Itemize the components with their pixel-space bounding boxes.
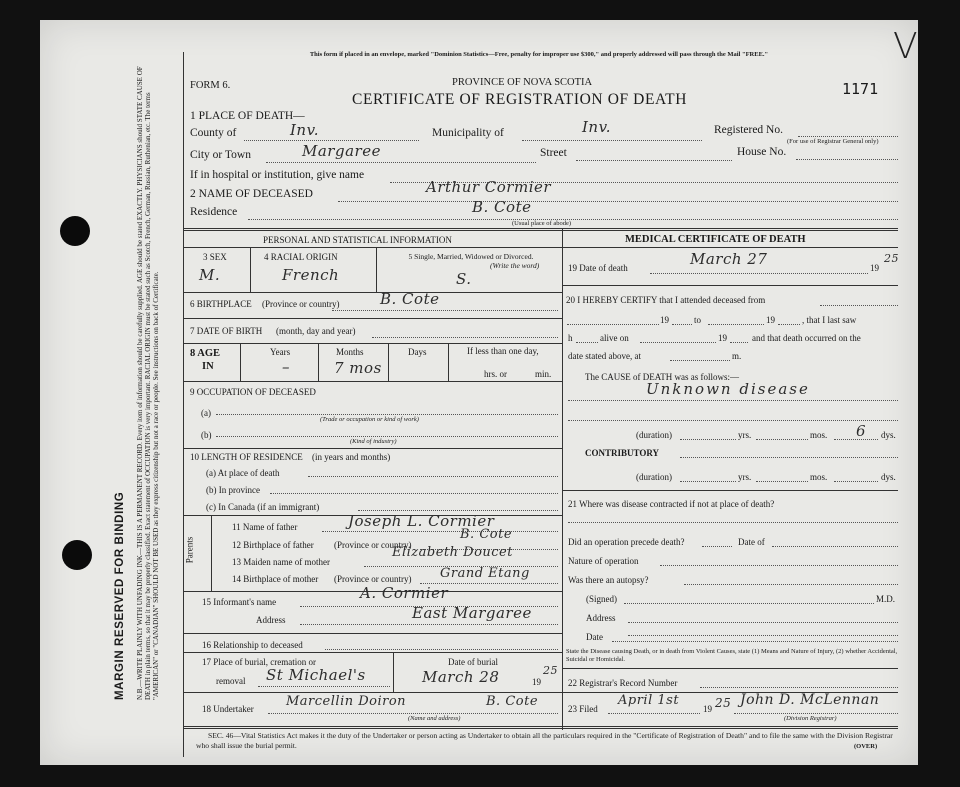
certify-19b: 19 <box>766 315 775 325</box>
date-label: Date <box>586 632 603 642</box>
residence-value: B. Cote <box>472 198 532 216</box>
informant-address-label: Address <box>256 615 286 625</box>
column-divider <box>562 228 563 730</box>
removal-label: removal <box>216 676 246 686</box>
residence-note: (Usual place of abode) <box>512 220 572 227</box>
occupation-a-line <box>216 414 558 415</box>
certify-line-2d-blank <box>778 324 800 325</box>
date-of-death-value: March 27 <box>690 250 768 268</box>
section-divider-bottom <box>184 726 898 729</box>
document-number: 1171 <box>842 80 879 98</box>
street-line <box>576 160 732 161</box>
certify-alive: alive on <box>600 333 629 343</box>
dob-note: (month, day and year) <box>276 326 356 336</box>
house-no-line <box>796 159 898 160</box>
residence-c-line <box>358 510 558 511</box>
cause-value: Unknown disease <box>646 380 810 398</box>
birthplace-label: 6 BIRTHPLACE <box>190 299 252 309</box>
father-label: 11 Name of father <box>232 522 298 532</box>
sex-divider <box>250 247 251 292</box>
registrar-line <box>734 713 898 714</box>
duration-2-dys: dys. <box>881 472 896 482</box>
age-divider-1 <box>240 343 241 381</box>
address-line-2 <box>628 635 898 636</box>
autopsy-line <box>684 584 898 585</box>
margin-instructions: N.B.—WRITE PLAINLY WITH UNFADING INK—THIS IS A PERMANENT RECORD. Every item of information should be carefully supplied. AGE should be stated EXACTLY. PHYSICIANS should STATE CAUSE OF DEATH in plain terms, so that it may be properly classified. Exact statement of OCCUPATION is very important. RACIAL ORIGIN must be stated such as Scotch, French, German, Russian, Ruthenian, etc. The terms "AMERICAN" or "CANADIAN" SHOULD NOT BE USED as they express citizenship but not a race or people. See instructions on back of Certificate. <box>136 66 161 700</box>
informant-label: 15 Informant's name <box>202 597 277 607</box>
binding-margin <box>42 50 195 700</box>
address-label: Address <box>586 613 616 623</box>
age-divider-3 <box>388 343 389 381</box>
residence-label: Residence <box>190 206 238 218</box>
duration-label-1: (duration) <box>636 430 672 440</box>
med-rule-3 <box>562 668 898 669</box>
row-rule-1 <box>184 292 562 293</box>
registrar-note: (Division Registrar) <box>784 715 837 722</box>
birthplace-note: (Province or country) <box>262 299 340 309</box>
certify-to: to <box>694 315 702 325</box>
duration-1-yrs: yrs. <box>738 430 752 440</box>
contributory-label: CONTRIBUTORY <box>585 448 660 458</box>
mother-birthplace-note: (Province or country) <box>334 574 412 584</box>
certificate-title: CERTIFICATE OF REGISTRATION OF DEATH <box>352 91 687 108</box>
registrar-signature: John D. McLennan <box>740 692 880 708</box>
municipality-label: Municipality of <box>432 127 504 139</box>
racial-label: 4 RACIAL ORIGIN <box>264 252 338 262</box>
operation-date-label: Date of <box>738 537 765 547</box>
certify-line-1-blank <box>820 305 898 306</box>
duration-2-yrs-blank <box>680 481 736 482</box>
operation-blank <box>702 546 732 547</box>
signed-line <box>624 603 874 604</box>
filed-line <box>608 713 700 714</box>
informant-address-line <box>300 624 558 625</box>
filed-year-value: 25 <box>715 696 732 710</box>
mother-birthplace-label: 14 Birthplace of mother <box>232 574 319 584</box>
mail-notice: This form if placed in an envelope, marked "Dominion Statistics—Free, penalty for improper use $300," and properly addressed will pass through the Mail "FREE." <box>309 51 769 58</box>
duration-1-mos-blank <box>756 439 808 440</box>
occupation-b-line <box>216 436 558 437</box>
age-divider-2 <box>318 343 319 381</box>
certify-h-blank <box>576 342 598 343</box>
med-rule-1 <box>562 285 898 286</box>
row-rule-9 <box>184 652 562 653</box>
marital-value: S. <box>456 270 472 288</box>
duration-2-mos: mos. <box>810 472 828 482</box>
date-line <box>612 641 898 642</box>
municipality-line <box>522 140 702 141</box>
contracted-line <box>568 522 898 523</box>
record-label: 22 Registrar's Record Number <box>568 678 678 688</box>
city-value: Margaree <box>302 142 381 160</box>
section-divider-top <box>184 228 898 231</box>
filed-date-value: April 1st <box>618 693 680 708</box>
operation-date-blank <box>772 546 898 547</box>
operation-label: Did an operation precede death? <box>568 537 685 547</box>
father-birthplace-value: B. Cote <box>460 527 513 542</box>
burial-divider <box>393 652 394 692</box>
hospital-label: If in hospital or institution, give name <box>190 169 365 181</box>
filed-year-prefix: 19 <box>703 704 712 714</box>
undertaker-note: (Name and address) <box>408 715 461 722</box>
relationship-line <box>325 649 558 650</box>
province-title: PROVINCE OF NOVA SCOTIA <box>452 77 593 88</box>
row-rule-5 <box>184 448 562 449</box>
violence-note: State the Disease causing Death, or in death from Violent Causes, state (1) Means and Nature of Injury, (2) whether Accidental, Suicidal or Homicidal. <box>566 648 898 663</box>
cause-line-2 <box>568 420 898 421</box>
signed-label: (Signed) <box>586 594 617 604</box>
personal-heading-rule <box>184 247 562 248</box>
medical-heading: MEDICAL CERTIFICATE OF DEATH <box>625 234 806 245</box>
duration-label-2: (duration) <box>636 472 672 482</box>
mother-value: Elizabeth Doucet <box>392 545 513 560</box>
contracted-label: 21 Where was disease contracted if not at place of death? <box>568 499 775 509</box>
sex-value: M. <box>199 266 221 284</box>
nature-label: Nature of operation <box>568 556 639 566</box>
duration-2-mos-blank <box>756 481 808 482</box>
burial-year-prefix: 19 <box>532 677 541 687</box>
occupation-b-label: (b) <box>201 430 212 440</box>
municipality-value: Inv. <box>582 118 612 136</box>
racial-divider <box>376 247 377 292</box>
occupation-label: 9 OCCUPATION OF DECEASED <box>190 387 316 397</box>
county-label: County of <box>190 127 237 139</box>
relationship-label: 16 Relationship to deceased <box>202 640 303 650</box>
mother-label: 13 Maiden name of mother <box>232 557 330 567</box>
row-rule-10 <box>184 692 562 693</box>
registered-no-note: (For use of Registrar General only) <box>787 138 879 145</box>
medical-heading-rule <box>562 247 898 248</box>
place-of-death-label: 1 PLACE OF DEATH— <box>190 110 305 122</box>
certify-19c: 19 <box>718 333 727 343</box>
city-label: City or Town <box>190 149 251 161</box>
county-line <box>244 140 419 141</box>
father-birthplace-note: (Province or country) <box>334 540 412 550</box>
age-divider-4 <box>448 343 449 381</box>
contributory-line <box>680 457 898 458</box>
date-of-death-line <box>650 273 868 274</box>
parents-label: Parents <box>184 536 195 564</box>
burial-year-value: 25 <box>543 664 558 677</box>
burial-place-line <box>258 686 390 687</box>
residence-c-label: (c) In Canada (if an immigrant) <box>206 502 320 512</box>
residence-length-note: (in years and months) <box>312 452 391 462</box>
occupation-a-label: (a) <box>201 408 211 418</box>
registered-no-line <box>798 136 898 137</box>
months-label: Months <box>336 347 364 357</box>
cause-line-1 <box>568 400 898 401</box>
deceased-name-line <box>338 201 898 202</box>
duration-1-dys: dys. <box>881 430 896 440</box>
marital-label: 5 Single, Married, Widowed or Divorced. <box>408 252 534 261</box>
days-label: Days <box>408 347 427 357</box>
duration-1-mos: mos. <box>810 430 828 440</box>
row-rule-4 <box>184 381 562 382</box>
duration-2-yrs: yrs. <box>738 472 752 482</box>
residence-a-line <box>308 476 558 477</box>
md-label: M.D. <box>876 594 896 604</box>
cause-label: The CAUSE of DEATH was as follows:— <box>585 372 739 382</box>
registered-no-label: Registered No. <box>714 124 783 136</box>
house-no-label: House No. <box>737 146 787 158</box>
undertaker-line <box>268 713 558 714</box>
certify-line-1: 20 I HEREBY CERTIFY that I attended deceased from <box>566 295 766 305</box>
years-value: – <box>282 358 290 376</box>
certify-at-blank <box>670 360 730 361</box>
residence-b-label: (b) In province <box>206 485 260 495</box>
duration-days-value: 6 <box>856 422 867 440</box>
city-line <box>266 162 536 163</box>
mother-birthplace-value: Grand Etang <box>440 566 530 581</box>
row-rule-2 <box>184 318 562 319</box>
deceased-name-label: 2 NAME OF DECEASED <box>190 188 313 200</box>
racial-value: French <box>282 266 340 284</box>
dob-line <box>372 337 558 338</box>
informant-address-value: East Margaree <box>412 604 532 622</box>
deceased-name-value: Arthur Cormier <box>426 178 552 196</box>
occupation-a-note: (Trade or occupation or kind of work) <box>320 416 419 423</box>
months-value: 7 mos <box>334 359 382 377</box>
certify-line-2b-blank <box>672 324 692 325</box>
date-of-death-year: 25 <box>884 252 899 265</box>
record-line <box>700 687 898 688</box>
dob-label: 7 DATE OF BIRTH <box>190 326 263 336</box>
undertaker-place-value: B. Cote <box>486 694 539 709</box>
birthplace-line <box>332 310 558 311</box>
age-in-label: IN <box>202 361 214 372</box>
filed-label: 23 Filed <box>568 704 598 714</box>
father-value: Joseph L. Cormier <box>348 512 495 530</box>
occupation-b-note: (Kind of industry) <box>350 438 397 445</box>
burial-label: 17 Place of burial, cremation or <box>202 657 316 667</box>
over-label: (OVER) <box>854 743 878 750</box>
certify-h: h <box>568 333 573 343</box>
hrs-label: hrs. or <box>484 369 507 379</box>
certify-alive-blank <box>640 342 716 343</box>
certify-occurred: and that death occurred on the <box>752 333 861 343</box>
row-rule-8 <box>184 633 562 634</box>
address-line <box>628 622 898 623</box>
certify-19c-blank <box>730 342 748 343</box>
sex-label: 3 SEX <box>203 252 227 262</box>
certify-line-2c-blank <box>708 324 764 325</box>
duration-1-yrs-blank <box>680 439 736 440</box>
parents-divider <box>211 515 212 591</box>
burial-date-value: March 28 <box>422 668 500 686</box>
autopsy-label: Was there an autopsy? <box>568 575 649 585</box>
residence-line <box>248 219 898 220</box>
undertaker-label: 18 Undertaker <box>202 704 254 714</box>
undertaker-value: Marcellin Doiron <box>286 694 407 709</box>
less-than-day-label: If less than one day, <box>467 346 539 356</box>
county-value: Inv. <box>290 121 320 139</box>
father-birthplace-label: 12 Birthplace of father <box>232 540 314 550</box>
age-label: 8 AGE <box>190 348 221 359</box>
date-of-death-label: 19 Date of death <box>568 263 628 273</box>
burial-place-value: St Michael's <box>266 666 366 684</box>
certify-19a: 19 <box>660 315 669 325</box>
form-number: FORM 6. <box>190 80 231 91</box>
date-of-death-year-prefix: 19 <box>870 263 879 273</box>
marital-note: (Write the word) <box>490 261 540 270</box>
street-label: Street <box>540 147 567 159</box>
duration-2-dys-blank <box>834 481 878 482</box>
certify-last-saw: , that I last saw <box>802 315 857 325</box>
residence-length-label: 10 LENGTH OF RESIDENCE <box>190 452 303 462</box>
certify-date-stated: date stated above, at <box>568 351 641 361</box>
duration-1-dys-blank <box>834 439 878 440</box>
med-rule-2 <box>562 490 898 491</box>
informant-value: A. Cormier <box>360 584 449 602</box>
certify-line-2a-blank <box>567 324 659 325</box>
personal-heading: PERSONAL AND STATISTICAL INFORMATION <box>263 235 452 245</box>
birthplace-value: B. Cote <box>380 290 440 308</box>
min-label: min. <box>535 369 552 379</box>
corner-mark: V <box>893 26 918 67</box>
father-line <box>322 531 558 532</box>
years-label: Years <box>270 347 291 357</box>
residence-b-line <box>270 493 558 494</box>
sec-46-text: SEC. 46—Vital Statistics Act makes it the duty of the Undertaker or person acting as Undertaker to obtain all the particulars required in the "Certificate of Registration of Death" and to file the same with the Division Registrar who shall issue the burial permit. <box>196 731 893 750</box>
certify-m: m. <box>732 351 742 361</box>
residence-a-label: (a) At place of death <box>206 468 280 478</box>
nature-line <box>660 565 898 566</box>
burial-date-label: Date of burial <box>448 657 498 667</box>
margin-title: MARGIN RESERVED FOR BINDING <box>114 491 126 700</box>
